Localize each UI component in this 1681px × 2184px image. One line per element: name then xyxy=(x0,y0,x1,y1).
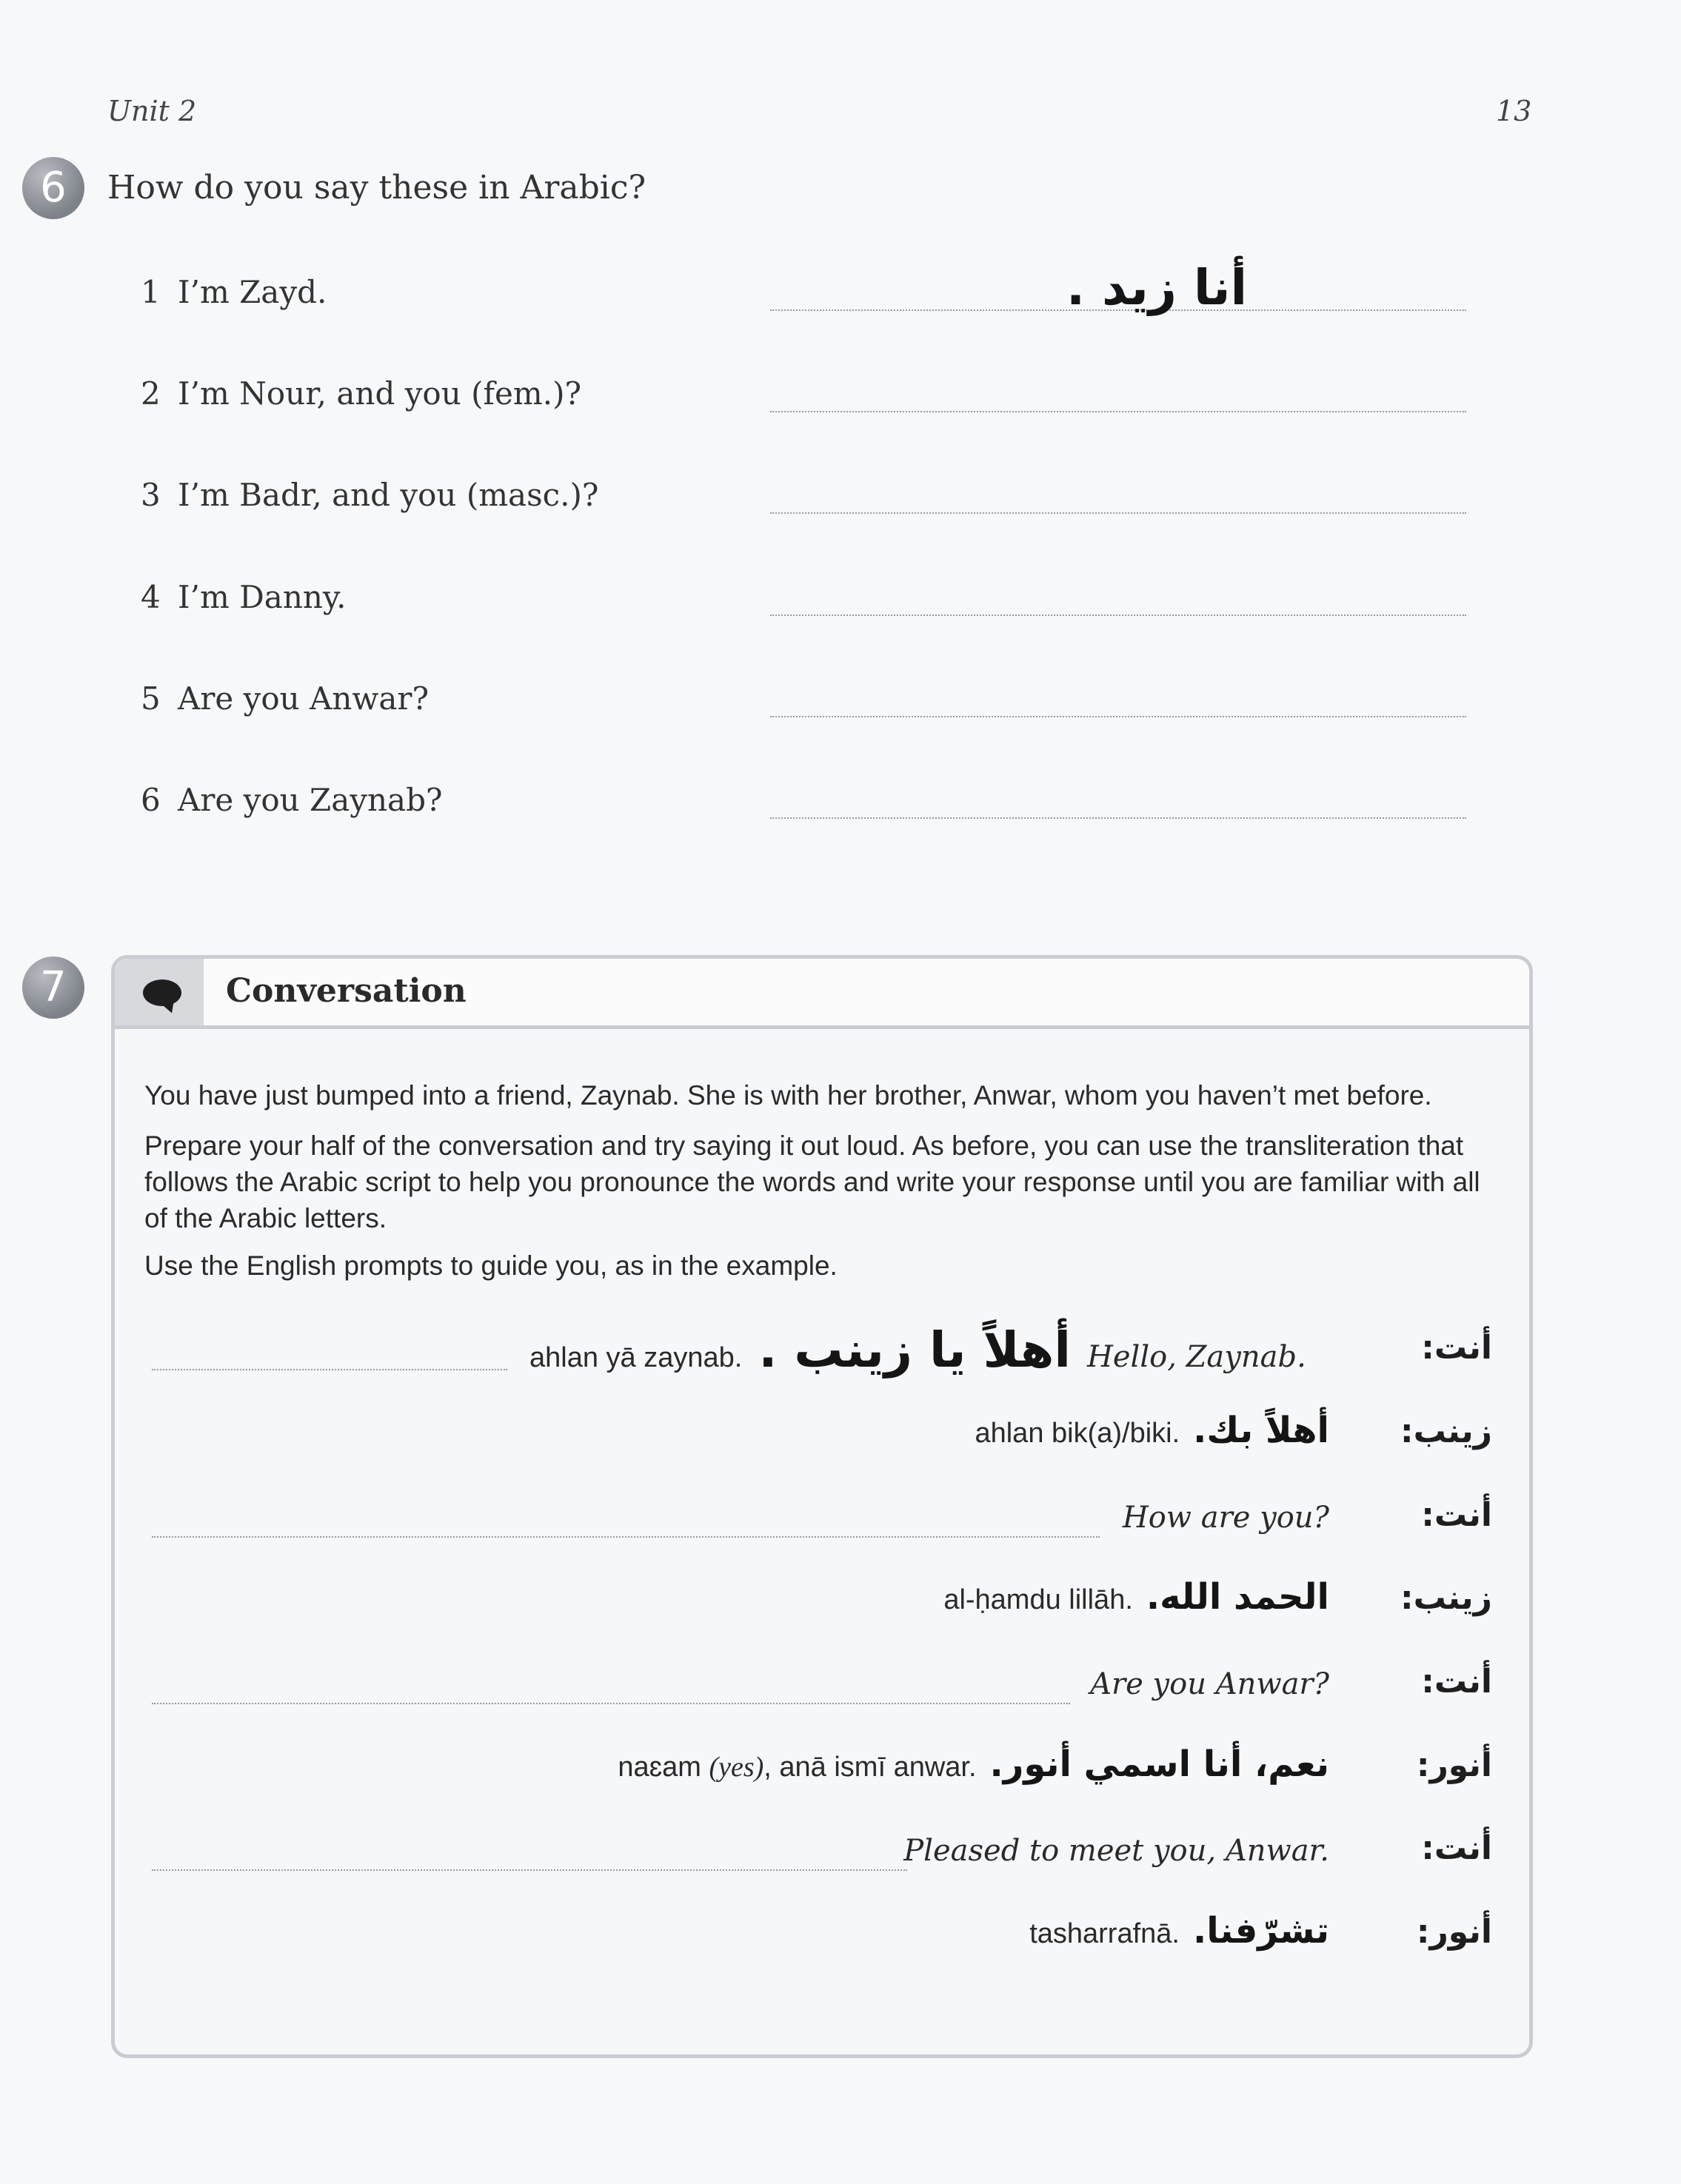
answer-line[interactable] xyxy=(770,512,1466,514)
answer-line[interactable] xyxy=(152,1869,907,1871)
answer-line xyxy=(152,1369,507,1370)
question-row xyxy=(141,579,1474,631)
arabic-text: أهلاً بك. xyxy=(1193,1410,1329,1451)
exercise-title: How do you say these in Arabic? xyxy=(107,169,646,207)
transliteration: ahlan bik(a)/biki. xyxy=(975,1418,1180,1449)
arabic-text: الحمد الله. xyxy=(1146,1576,1329,1618)
english-prompt: Hello, Zaynab. xyxy=(1086,1340,1306,1374)
question-row xyxy=(141,782,1474,834)
exercise-number-badge: 7 xyxy=(22,957,84,1019)
page-number: 13 xyxy=(1496,95,1532,127)
speaker-label: زينب: xyxy=(1400,1413,1492,1450)
question-row xyxy=(141,680,1474,732)
arabic-text: تشرّفنا. xyxy=(1192,1910,1329,1952)
speaker-label: أنت: xyxy=(1421,1496,1492,1534)
conversation-row xyxy=(115,1322,1529,1388)
conversation-row xyxy=(115,1410,1529,1472)
question-number: 5 xyxy=(141,680,161,717)
speaker-label: أنت: xyxy=(1421,1329,1492,1367)
arabic-text: نعم، أنا اسمي أنور. xyxy=(989,1743,1329,1785)
transliteration: ahlan yā zaynab. xyxy=(529,1342,743,1373)
transliteration: tasharrafnā. xyxy=(1029,1918,1180,1949)
exercise-number-badge: 6 xyxy=(22,157,84,219)
handwritten-arabic: أهلاً يا زينب . xyxy=(758,1322,1071,1379)
conversation-row xyxy=(115,1829,1529,1889)
question-text: Are you Anwar? xyxy=(178,680,429,717)
speaker-label: أنور: xyxy=(1416,1746,1492,1784)
question-number: 2 xyxy=(141,375,161,412)
unit-label: Unit 2 xyxy=(107,95,197,127)
answer-line[interactable] xyxy=(770,716,1466,717)
speaker-label: أنور: xyxy=(1416,1913,1492,1951)
english-prompt: Are you Anwar? xyxy=(1090,1667,1329,1701)
transliteration: naɛam (yes), anā ismī anwar. xyxy=(618,1752,977,1783)
conversation-row xyxy=(115,1576,1529,1638)
conversation-row xyxy=(115,1910,1529,1972)
question-row xyxy=(141,375,1474,427)
instruction-paragraph: Prepare your half of the conversation and try saying it out loud. As before, you can use the transliteration that follows the Arabic script to help you pronounce the words and write your response until you are familiar with all of the Arabic letters. xyxy=(144,1130,1480,1233)
conversation-row xyxy=(115,1663,1529,1722)
english-prompt: Pleased to meet you, Anwar. xyxy=(903,1834,1329,1868)
question-text: Are you Zaynab? xyxy=(178,782,443,818)
transliteration: al-ḥamdu lillāh. xyxy=(943,1584,1133,1615)
speech-bubble-icon xyxy=(143,979,181,1006)
instruction-paragraph: Use the English prompts to guide you, as in the example. xyxy=(144,1250,838,1281)
conversation-box xyxy=(111,955,1533,2058)
answer-line[interactable] xyxy=(770,411,1466,412)
conversation-box-header xyxy=(115,959,1529,1029)
question-text: I’m Danny. xyxy=(178,579,347,615)
conversation-row xyxy=(115,1496,1529,1555)
speaker-label: أنت: xyxy=(1421,1663,1492,1701)
question-text: I’m Badr, and you (masc.)? xyxy=(178,477,599,513)
question-row xyxy=(141,259,1474,326)
conversation-row xyxy=(115,1743,1529,1806)
question-number: 6 xyxy=(141,782,161,818)
answer-line[interactable] xyxy=(770,817,1466,819)
instruction-paragraph: You have just bumped into a friend, Zaynab. She is with her brother, Anwar, whom you haven’t met before. xyxy=(144,1080,1432,1111)
question-number: 4 xyxy=(141,579,161,615)
answer-line[interactable] xyxy=(770,614,1466,616)
speaker-label: زينب: xyxy=(1400,1579,1492,1617)
icon-panel xyxy=(115,959,204,1025)
question-number: 3 xyxy=(141,477,161,513)
question-row xyxy=(141,477,1474,529)
answer-line[interactable] xyxy=(152,1703,1070,1704)
example-answer xyxy=(152,1322,1306,1388)
question-number: 1 xyxy=(141,274,161,310)
answer-line[interactable] xyxy=(152,1536,1100,1538)
english-prompt: How are you? xyxy=(1122,1501,1329,1535)
speaker-label: أنت: xyxy=(1421,1829,1492,1867)
box-title: Conversation xyxy=(226,972,467,1010)
question-text: I’m Nour, and you (fem.)? xyxy=(178,375,581,412)
handwritten-answer: أنا زيد . xyxy=(1066,259,1248,316)
question-text: I’m Zayd. xyxy=(178,274,327,310)
